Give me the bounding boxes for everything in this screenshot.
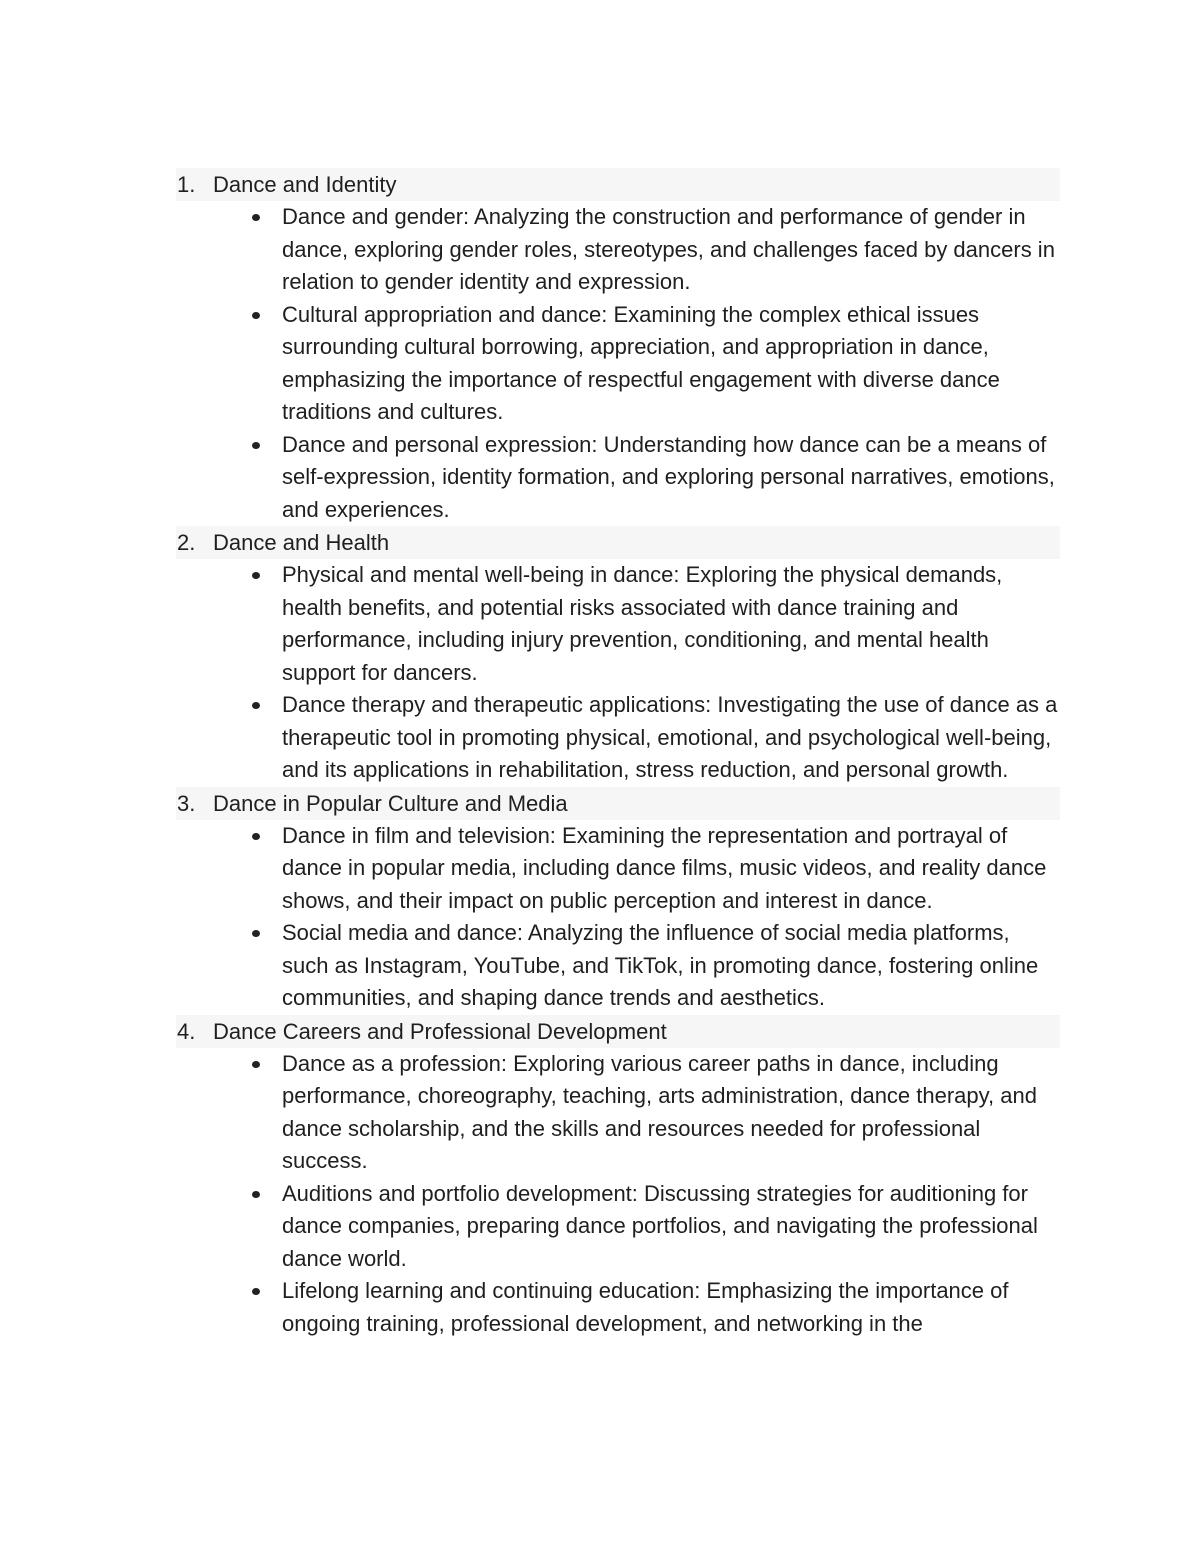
- section-dance-in-popular-culture: [176, 787, 1060, 1015]
- bullet-text: Dance and gender: Analyzing the construction and performance of gender in dance, exploring gender roles, stereotypes, and challenges faced by dancers in relation to gender identity and expression.: [282, 204, 1055, 294]
- section-heading: [176, 526, 1060, 559]
- bullet-text: Social media and dance: Analyzing the influence of social media platforms, such as Instagram, YouTube, and TikTok, in promoting dance, fostering online communities, and shaping dance trends and aesthetics.: [282, 920, 1039, 1010]
- section-dance-and-identity: [176, 168, 1060, 526]
- section-heading: [176, 168, 1060, 201]
- bullet-icon: [252, 930, 260, 937]
- section-title: Dance in Popular Culture and Media: [213, 790, 568, 816]
- bullet-text: Dance and personal expression: Understanding how dance can be a means of self-expression, identity formation, and exploring personal narratives, emotions, and experiences.: [282, 431, 1055, 522]
- section-number: 1.: [177, 172, 196, 197]
- list-item: [176, 1048, 1060, 1178]
- bullet-icon: [252, 702, 260, 709]
- list-item: [176, 820, 1060, 918]
- list-item: [176, 917, 1060, 1015]
- list-item: [176, 1275, 1060, 1340]
- list-item: [176, 559, 1060, 689]
- list-item: [176, 201, 1060, 299]
- section-dance-careers: [176, 1015, 1060, 1341]
- bullet-icon: [252, 1191, 260, 1198]
- section-heading: [176, 787, 1060, 820]
- bullet-icon: [252, 1288, 260, 1295]
- bullet-icon: [252, 214, 260, 221]
- section-number: 2.: [177, 530, 196, 555]
- section-title: Dance and Identity: [213, 172, 397, 197]
- bullet-list: [176, 201, 1060, 526]
- list-item: [176, 429, 1060, 527]
- section-dance-and-health: [176, 526, 1060, 787]
- bullet-icon: [252, 833, 260, 840]
- section-number: 3.: [177, 790, 196, 816]
- bullet-icon: [252, 312, 260, 319]
- topic-outline: [176, 168, 1060, 1340]
- bullet-list: [176, 1048, 1060, 1341]
- section-title: Dance and Health: [213, 530, 390, 555]
- bullet-list: [176, 559, 1060, 787]
- bullet-icon: [252, 442, 260, 449]
- bullet-icon: [252, 572, 260, 579]
- section-heading: [176, 1015, 1060, 1048]
- bullet-text: Physical and mental well-being in dance: Exploring the physical demands, health benefits, and potential risks associated with dance training and performance, including injury prevention, conditioning, and mental health support for dancers.: [282, 562, 1003, 685]
- bullet-text: Dance therapy and therapeutic applications: Investigating the use of dance as a therapeutic tool in promoting physical, emotional, and psychological well-being, and its applications in rehabilitation, stress reduction, and personal growth.: [282, 692, 1058, 782]
- bullet-icon: [252, 1061, 260, 1068]
- list-item: [176, 299, 1060, 429]
- list-item: [176, 1178, 1060, 1276]
- bullet-text: Auditions and portfolio development: Discussing strategies for auditioning for dance companies, preparing dance portfolios, and navigating the professional dance world.: [282, 1180, 1038, 1271]
- bullet-list: [176, 820, 1060, 1015]
- bullet-text: Dance as a profession: Exploring various career paths in dance, including performance, choreography, teaching, arts administration, dance therapy, and dance scholarship, and the skills and resources needed for professional success.: [282, 1050, 1037, 1173]
- bullet-text: Cultural appropriation and dance: Examining the complex ethical issues surrounding cultural borrowing, appreciation, and appropriation in dance, emphasizing the importance of respectful engagement with diverse dance traditions and cultures.: [282, 301, 1000, 424]
- bullet-text: Lifelong learning and continuing education: Emphasizing the importance of ongoing training, professional development, and networking in the: [282, 1278, 1009, 1336]
- section-title: Dance Careers and Professional Development: [213, 1018, 667, 1044]
- list-item: [176, 689, 1060, 787]
- section-number: 4.: [177, 1018, 196, 1044]
- bullet-text: Dance in film and television: Examining the representation and portrayal of dance in popular media, including dance films, music videos, and reality dance shows, and their impact on public perception and interest in dance.: [282, 822, 1047, 913]
